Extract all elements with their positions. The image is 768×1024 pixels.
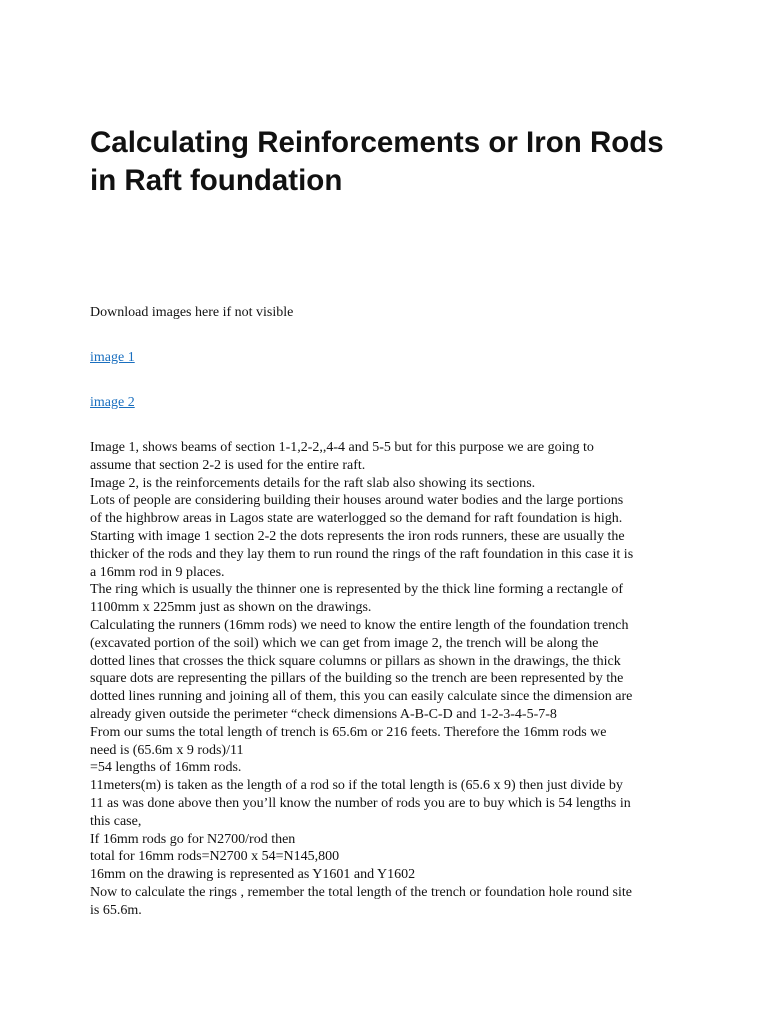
body-line: assume that section 2-2 is used for the entire raft. bbox=[90, 457, 366, 473]
download-note: Download images here if not visible bbox=[90, 305, 294, 320]
body-line: Starting with image 1 section 2-2 the dots represents the iron rods runners, these are usually the bbox=[90, 528, 625, 544]
body-line: thicker of the rods and they lay them to run round the rings of the raft foundation in this case it is bbox=[90, 546, 634, 562]
body-line: a 16mm rod in 9 places. bbox=[90, 564, 225, 580]
body-line: Now to calculate the rings , remember the total length of the trench or foundation hole round site bbox=[90, 884, 632, 900]
body-line: is 65.6m. bbox=[90, 902, 142, 918]
article-body bbox=[90, 439, 690, 920]
body-line: dotted lines running and joining all of them, this you can easily calculate since the dimension are bbox=[90, 689, 633, 705]
body-line: this case, bbox=[90, 813, 142, 829]
body-line: already given outside the perimeter “check dimensions A-B-C-D and 1-2-3-4-5-7-8 bbox=[90, 706, 557, 722]
body-line: dotted lines that crosses the thick square columns or pillars as shown in the drawings, the thick bbox=[90, 653, 621, 669]
body-line: 11meters(m) is taken as the length of a rod so if the total length is (65.6 x 9) then just divide by bbox=[90, 778, 623, 794]
image-2-link[interactable]: image 2 bbox=[90, 395, 135, 410]
body-line: From our sums the total length of trench is 65.6m or 216 feets. Therefore the 16mm rods we bbox=[90, 724, 607, 740]
body-line: need is (65.6m x 9 rods)/11 bbox=[90, 742, 244, 758]
body-line: total for 16mm rods=N2700 x 54=N145,800 bbox=[90, 849, 340, 865]
body-line: 16mm on the drawing is represented as Y1601 and Y1602 bbox=[90, 867, 416, 883]
image-1-link[interactable]: image 1 bbox=[90, 350, 135, 365]
body-line: 1100mm x 225mm just as shown on the drawings. bbox=[90, 600, 372, 616]
body-line: square dots are representing the pillars of the building so the trench are been represented by the bbox=[90, 671, 624, 687]
body-line: Lots of people are considering building their houses around water bodies and the large portions bbox=[90, 493, 624, 509]
body-line: 11 as was done above then you’ll know the number of rods you are to buy which is 54 lengths in bbox=[90, 795, 631, 811]
title-line: in Raft foundation bbox=[90, 164, 343, 197]
body-line: (excavated portion of the soil) which we can get from image 2, the trench will be along the bbox=[90, 635, 599, 651]
body-line: The ring which is usually the thinner one is represented by the thick line forming a rectangle of bbox=[90, 582, 624, 598]
body-line: Image 1, shows beams of section 1-1,2-2,,4-4 and 5-5 but for this purpose we are going to bbox=[90, 440, 594, 455]
body-line: Image 2, is the reinforcements details for the raft slab also showing its sections. bbox=[90, 475, 536, 491]
body-line: Calculating the runners (16mm rods) we need to know the entire length of the foundation trench bbox=[90, 617, 629, 633]
body-line: If 16mm rods go for N2700/rod then bbox=[90, 831, 296, 847]
title-line: Calculating Reinforcements or Iron Rods bbox=[90, 126, 664, 159]
body-line: =54 lengths of 16mm rods. bbox=[90, 760, 242, 776]
page-title bbox=[90, 124, 710, 200]
body-line: of the highbrow areas in Lagos state are waterlogged so the demand for raft foundation is high. bbox=[90, 511, 623, 527]
